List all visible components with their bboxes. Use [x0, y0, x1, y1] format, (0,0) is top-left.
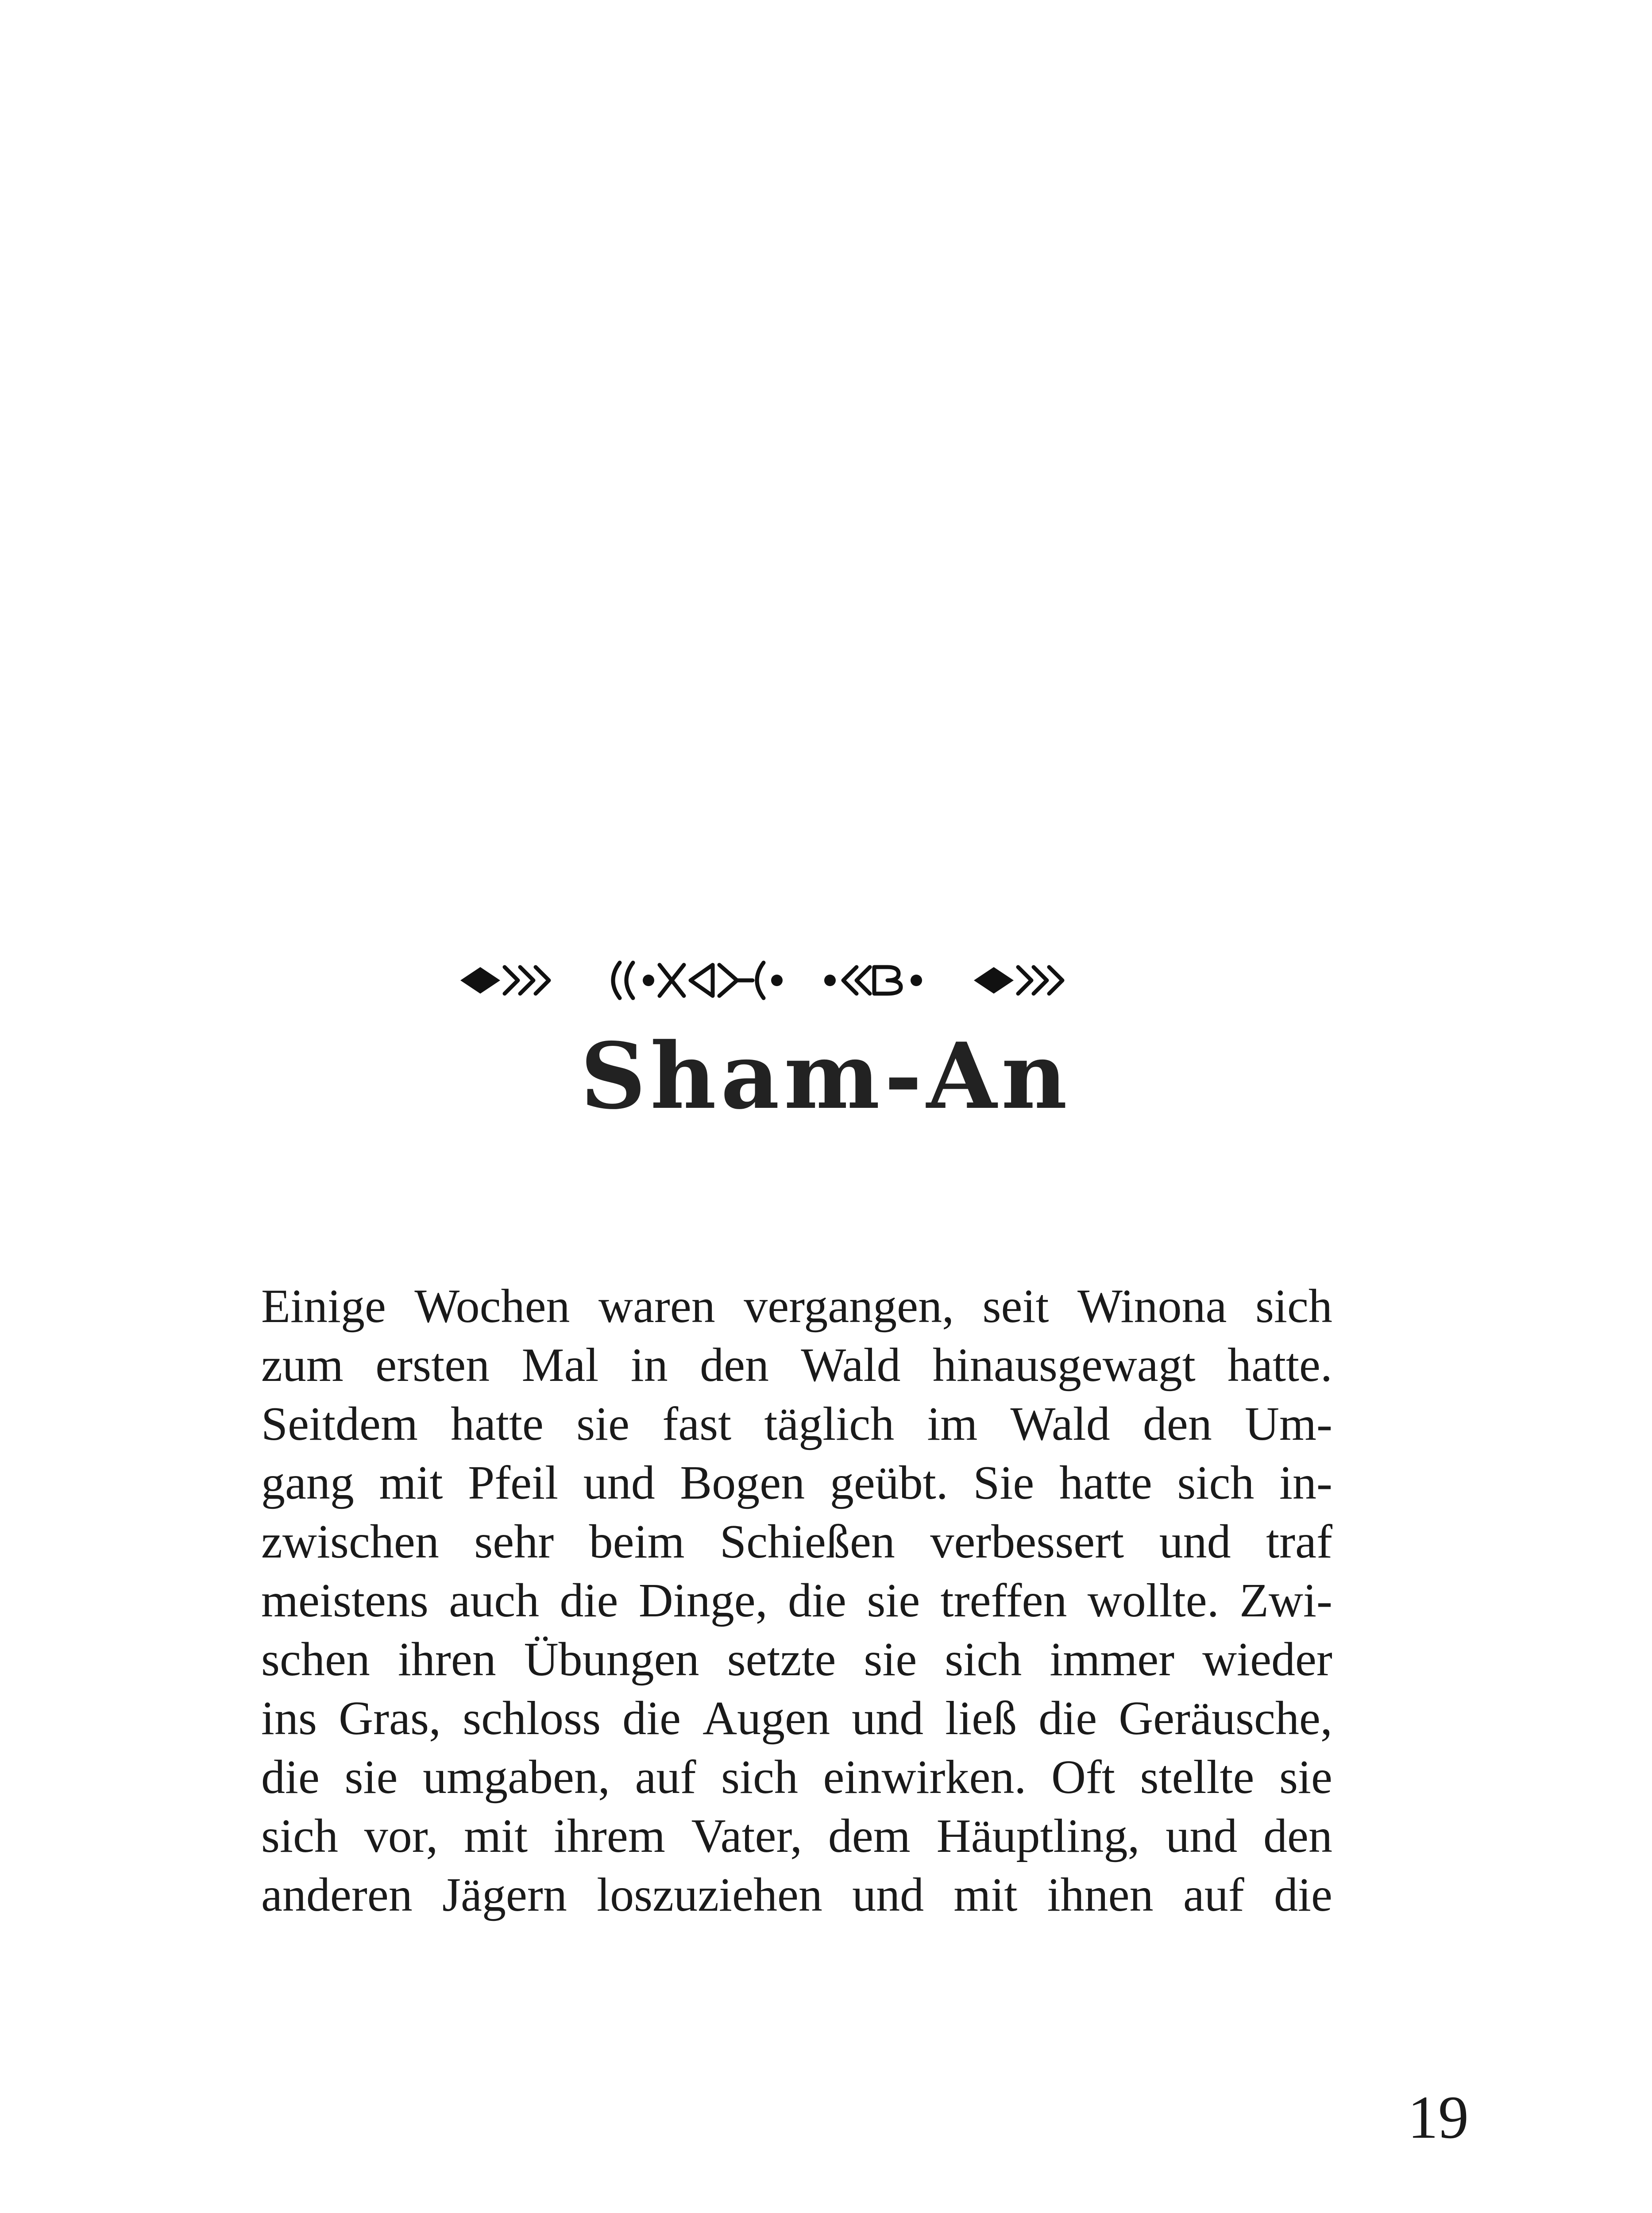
- word: Häuptling,: [936, 1810, 1140, 1862]
- word: Wald: [1010, 1398, 1110, 1450]
- word: hinausgewagt: [932, 1339, 1196, 1392]
- word: sie: [864, 1633, 917, 1686]
- word: die: [622, 1692, 681, 1745]
- word: die: [261, 1751, 320, 1804]
- word: seit: [982, 1280, 1049, 1333]
- word: wollte.: [1087, 1574, 1219, 1627]
- word: sich: [721, 1751, 798, 1804]
- word: Winona: [1077, 1280, 1227, 1333]
- word: dem: [828, 1810, 911, 1862]
- word: die: [1038, 1692, 1097, 1745]
- text-line: [261, 1336, 1332, 1395]
- word: auf: [635, 1751, 696, 1804]
- word: hatte: [1059, 1457, 1152, 1509]
- word: stellte: [1140, 1751, 1254, 1804]
- word: Wochen: [414, 1280, 570, 1333]
- word: die: [560, 1574, 618, 1627]
- body-paragraph: [261, 1277, 1332, 1924]
- word: vor,: [364, 1810, 438, 1862]
- word: sie: [576, 1398, 630, 1450]
- text-line: [261, 1866, 1332, 1924]
- word: umgaben,: [423, 1751, 610, 1804]
- word: anderen: [261, 1869, 413, 1921]
- word: die: [788, 1574, 846, 1627]
- word: in: [630, 1339, 668, 1392]
- word: Mal: [521, 1339, 599, 1392]
- word: mit: [379, 1457, 443, 1509]
- word: Seitdem: [261, 1398, 418, 1450]
- word: Zwi-: [1239, 1574, 1332, 1627]
- word: gang: [261, 1457, 354, 1509]
- word: Pfeil: [468, 1457, 559, 1509]
- word: einwirken.: [823, 1751, 1027, 1804]
- word: in-: [1279, 1457, 1332, 1509]
- word: fast: [662, 1398, 732, 1450]
- word: geübt.: [830, 1457, 948, 1509]
- word: zwischen: [261, 1515, 439, 1568]
- word: schloss: [463, 1692, 601, 1745]
- word: sich: [261, 1810, 338, 1862]
- tribal-glyph-ornament-icon: [443, 947, 1151, 1014]
- word: mit: [464, 1810, 528, 1862]
- word: Schießen: [720, 1515, 895, 1568]
- word: die: [1274, 1869, 1332, 1921]
- text-line: [261, 1571, 1332, 1630]
- word: ersten: [375, 1339, 490, 1392]
- word: Übungen: [524, 1633, 699, 1686]
- word: Jägern: [442, 1869, 567, 1921]
- word: ins: [261, 1692, 317, 1745]
- word: sich: [1177, 1457, 1254, 1509]
- word: traf: [1266, 1515, 1332, 1568]
- text-line: [261, 1689, 1332, 1748]
- word: Wald: [801, 1339, 901, 1392]
- word: mit: [953, 1869, 1018, 1921]
- word: im: [927, 1398, 978, 1450]
- word: Einige: [261, 1280, 386, 1333]
- word: Geräusche,: [1119, 1692, 1332, 1745]
- word: ihrem: [553, 1810, 665, 1862]
- word: waren: [598, 1280, 715, 1333]
- word: Augen: [702, 1692, 830, 1745]
- word: und: [852, 1692, 924, 1745]
- word: sie: [1279, 1751, 1332, 1804]
- word: sich: [1255, 1280, 1332, 1333]
- word: Um-: [1244, 1398, 1332, 1450]
- text-line: [261, 1630, 1332, 1689]
- word: wieder: [1202, 1633, 1332, 1686]
- text-line: [261, 1277, 1332, 1336]
- word: und: [1166, 1810, 1238, 1862]
- word: treffen: [940, 1574, 1067, 1627]
- word: meistens: [261, 1574, 428, 1627]
- word: den: [700, 1339, 769, 1392]
- text-line: [261, 1453, 1332, 1512]
- word: sie: [344, 1751, 398, 1804]
- text-line: [261, 1748, 1332, 1807]
- word: sehr: [474, 1515, 554, 1568]
- word: schen: [261, 1633, 370, 1686]
- word: Dinge,: [638, 1574, 768, 1627]
- word: den: [1263, 1810, 1332, 1862]
- word: und: [583, 1457, 655, 1509]
- word: Gras,: [339, 1692, 441, 1745]
- word: ließ: [945, 1692, 1017, 1745]
- word: ihnen: [1047, 1869, 1154, 1921]
- word: sich: [945, 1633, 1022, 1686]
- word: und: [852, 1869, 924, 1921]
- word: Oft: [1051, 1751, 1115, 1804]
- word: vergangen,: [744, 1280, 954, 1333]
- word: zum: [261, 1339, 344, 1392]
- word: ihren: [398, 1633, 496, 1686]
- chapter-title: Sham-An: [580, 1023, 1072, 1130]
- word: den: [1143, 1398, 1212, 1450]
- word: auf: [1183, 1869, 1244, 1921]
- word: Sie: [973, 1457, 1034, 1509]
- word: täglich: [764, 1398, 895, 1450]
- word: beim: [589, 1515, 685, 1568]
- word: loszuziehen: [597, 1869, 822, 1921]
- word: setzte: [727, 1633, 836, 1686]
- text-line: [261, 1395, 1332, 1453]
- word: auch: [449, 1574, 540, 1627]
- page-number: 19: [1408, 2083, 1469, 2151]
- word: Bogen: [680, 1457, 805, 1509]
- word: hatte.: [1227, 1339, 1332, 1392]
- text-line: [261, 1807, 1332, 1866]
- word: immer: [1050, 1633, 1175, 1686]
- word: und: [1159, 1515, 1231, 1568]
- text-line: [261, 1512, 1332, 1571]
- word: verbessert: [930, 1515, 1124, 1568]
- word: hatte: [451, 1398, 544, 1450]
- word: sie: [867, 1574, 920, 1627]
- word: Vater,: [691, 1810, 803, 1862]
